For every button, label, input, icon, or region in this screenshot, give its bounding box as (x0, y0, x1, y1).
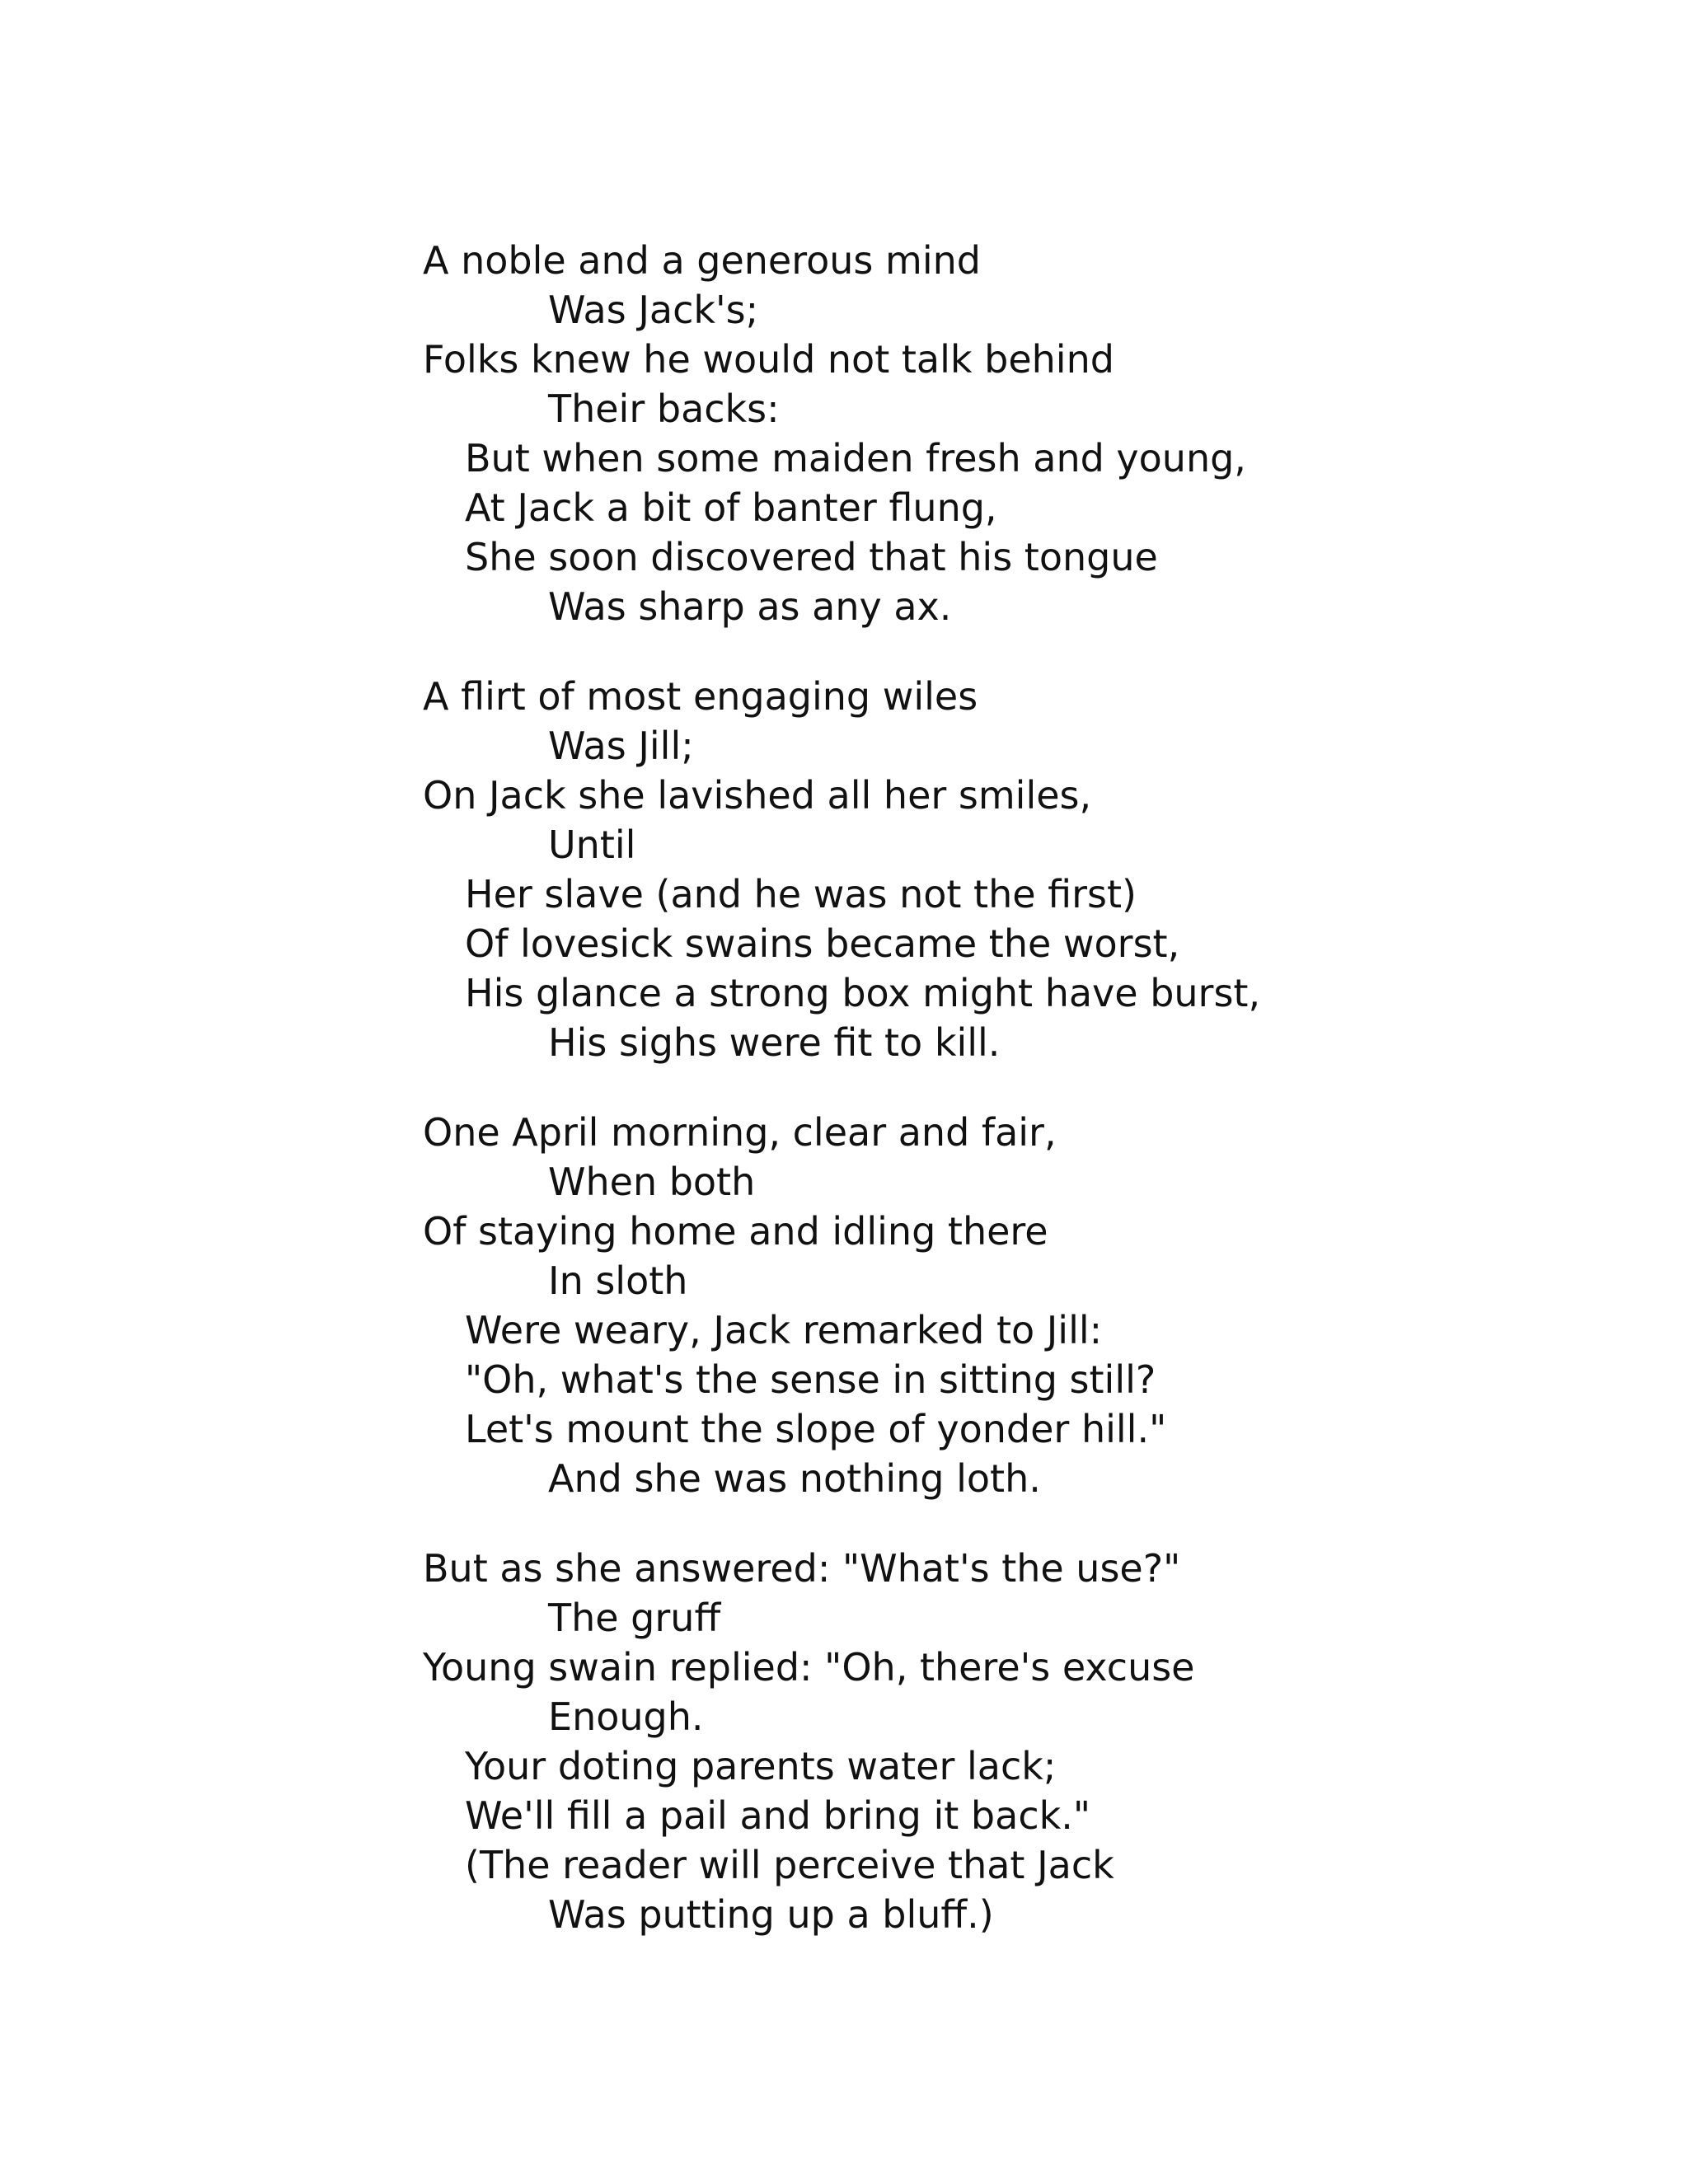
stanza-2 (423, 672, 1659, 1067)
poem-line: Of lovesick swains became the worst, (465, 921, 1180, 966)
poem-line: A flirt of most engaging wiles (423, 674, 978, 719)
poem-line: Was Jill; (548, 724, 694, 768)
stanza-1 (423, 236, 1659, 631)
poem-line: His glance a strong box might have burst, (465, 971, 1261, 1015)
poem-line: Her slave (and he was not the first) (465, 872, 1137, 916)
poem-line: When both (548, 1160, 756, 1204)
poem-line: And she was nothing loth. (548, 1456, 1041, 1501)
poem-line: On Jack she lavished all her smiles, (423, 773, 1092, 818)
poem-line: One April morning, clear and fair, (423, 1110, 1057, 1155)
poem-body (423, 236, 1659, 1939)
stanza-3 (423, 1108, 1659, 1503)
poem-line: Was Jack's; (548, 288, 759, 332)
poem-line: Your doting parents water lack; (465, 1744, 1057, 1788)
stanza-4 (423, 1544, 1659, 1939)
poem-line: Folks knew he would not talk behind (423, 337, 1114, 382)
poem-line: In sloth (548, 1258, 688, 1303)
poem-line: The gruff (548, 1596, 721, 1640)
poem-line: Let's mount the slope of yonder hill." (465, 1407, 1167, 1451)
poem-line: (The reader will perceive that Jack (465, 1843, 1114, 1887)
poem-line: "Oh, what's the sense in sitting still? (465, 1357, 1156, 1402)
poem-line: We'll fill a pail and bring it back." (465, 1793, 1091, 1838)
poem-line: But when some maiden fresh and young, (465, 436, 1246, 480)
poem-line: Young swain replied: "Oh, there's excuse (423, 1645, 1195, 1690)
poem-line: Until (548, 823, 636, 867)
poem-line: Was putting up a bluff.) (548, 1892, 994, 1937)
poem-line: Was sharp as any ax. (548, 584, 952, 629)
poem-line: She soon discovered that his tongue (465, 535, 1158, 579)
poem-line: Were weary, Jack remarked to Jill: (465, 1308, 1103, 1352)
poem-line: Enough. (548, 1694, 704, 1739)
poem-line: A noble and a generous mind (423, 238, 981, 283)
poem-line: Their backs: (548, 387, 780, 431)
poem-line: At Jack a bit of banter flung, (465, 485, 997, 530)
poem-line: His sighs were fit to kill. (548, 1020, 1001, 1065)
poem-line: But as she answered: "What's the use?" (423, 1546, 1181, 1591)
poem-line: Of staying home and idling there (423, 1209, 1048, 1254)
